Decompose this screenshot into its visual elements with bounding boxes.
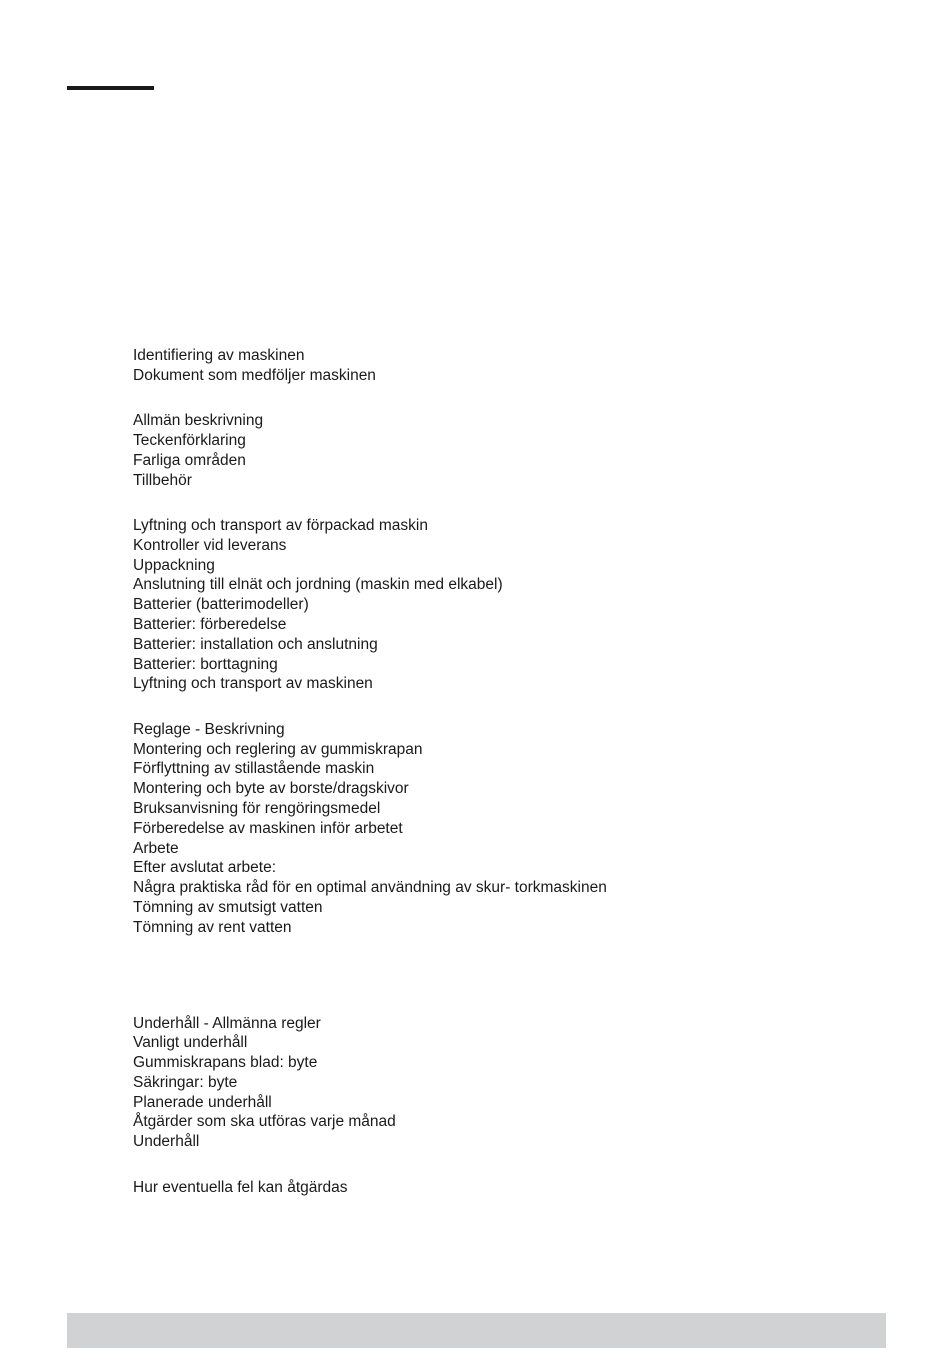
toc-section-operation	[133, 720, 893, 938]
toc-entry[interactable]: Planerade underhåll	[133, 1093, 272, 1111]
toc-entry[interactable]: Bruksanvisning för rengöringsmedel	[133, 799, 381, 817]
toc-section-description	[133, 411, 893, 490]
toc-entry[interactable]: Efter avslutat arbete:	[133, 859, 277, 877]
header-rule	[67, 86, 154, 90]
toc-entry[interactable]: Vanligt underhåll	[133, 1034, 248, 1052]
toc-entry[interactable]: Kontroller vid leverans	[133, 536, 287, 554]
toc-entry[interactable]: Allmän beskrivning	[133, 412, 264, 430]
toc-entry[interactable]: Lyftning och transport av maskinen	[133, 675, 373, 693]
toc-entry[interactable]: Teckenförklaring	[133, 431, 246, 449]
toc-entry[interactable]: Underhåll - Allmänna regler	[133, 1014, 321, 1032]
toc-section-transport-installation	[133, 516, 893, 694]
toc-entry[interactable]: Arbete	[133, 839, 179, 857]
toc-entry[interactable]: Tillbehör	[133, 471, 192, 489]
toc-entry[interactable]: Åtgärder som ska utföras varje månad	[133, 1113, 396, 1131]
toc-section-maintenance	[133, 1014, 893, 1153]
toc-entry[interactable]: Lyftning och transport av förpackad maskin	[133, 516, 428, 534]
toc-entry[interactable]: Några praktiska råd för en optimal användning av skur- torkmaskinen	[133, 879, 607, 897]
toc-entry[interactable]: Uppackning	[133, 556, 215, 574]
toc-entry[interactable]: Förflyttning av stillastående maskin	[133, 760, 375, 778]
toc-entry[interactable]: Tömning av rent vatten	[133, 918, 292, 936]
toc-section-troubleshooting	[133, 1178, 893, 1198]
toc-entry[interactable]: Batterier: förberedelse	[133, 615, 287, 633]
toc-entry[interactable]: Anslutning till elnät och jordning (maskin med elkabel)	[133, 576, 503, 594]
toc-entry[interactable]: Tömning av smutsigt vatten	[133, 898, 323, 916]
toc-section-identification	[133, 346, 893, 386]
toc-entry[interactable]: Batterier (batterimodeller)	[133, 596, 309, 614]
toc-entry[interactable]: Farliga områden	[133, 451, 246, 469]
toc-entry[interactable]: Montering och byte av borste/dragskivor	[133, 780, 409, 798]
table-of-contents	[133, 346, 893, 1197]
toc-entry[interactable]: Underhåll	[133, 1133, 200, 1151]
toc-entry[interactable]: Förberedelse av maskinen inför arbetet	[133, 819, 403, 837]
toc-entry[interactable]: Gummiskrapans blad: byte	[133, 1054, 318, 1072]
toc-entry[interactable]: Säkringar: byte	[133, 1073, 238, 1091]
toc-entry[interactable]: Reglage - Beskrivning	[133, 720, 285, 738]
toc-entry[interactable]: Hur eventuella fel kan åtgärdas	[133, 1178, 348, 1196]
toc-entry[interactable]: Montering och reglering av gummiskrapan	[133, 740, 423, 758]
toc-entry[interactable]: Identifiering av maskinen	[133, 347, 305, 364]
toc-entry[interactable]: Batterier: borttagning	[133, 655, 278, 673]
toc-entry[interactable]: Dokument som medföljer maskinen	[133, 366, 376, 384]
toc-entry[interactable]: Batterier: installation och anslutning	[133, 635, 378, 653]
footer-bar	[67, 1313, 886, 1348]
